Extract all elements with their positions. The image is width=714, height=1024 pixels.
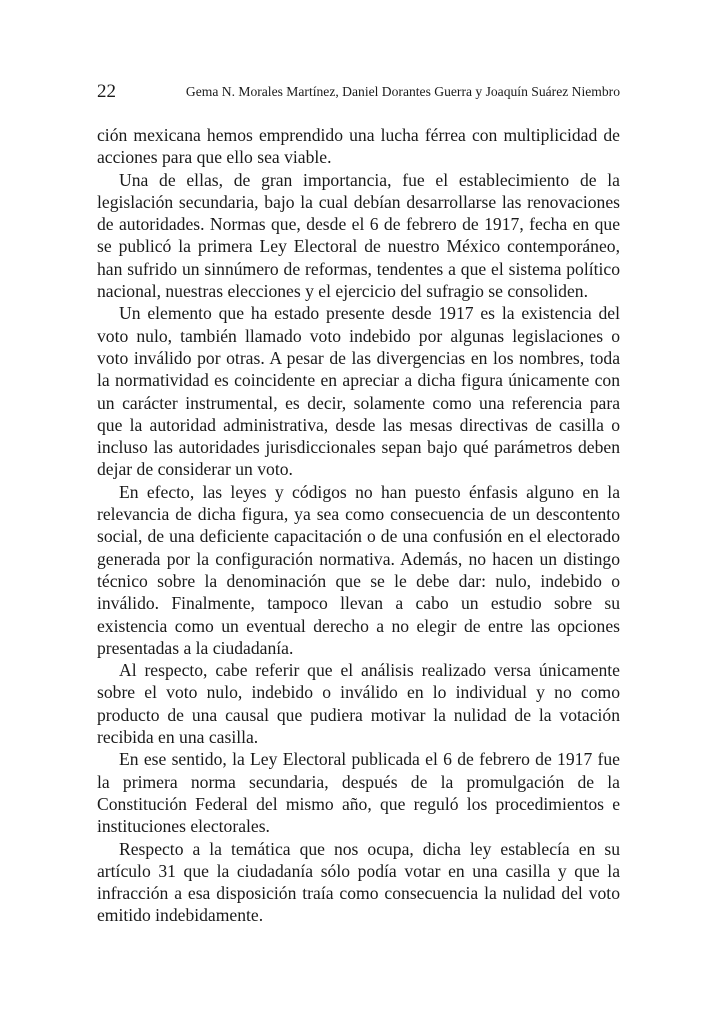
paragraph-3: Un elemento que ha estado presente desde 1917 es la existencia del voto nulo, también llamado voto indebido por algunas legislaciones o voto inválido por otras. A pesar de las divergencias en los nombres, toda la normatividad es coincidente en apreciar a dicha figura únicamente con un carácter instrumental, es decir, solamente como una referencia para que la autoridad administrativa, desde las mesas directivas de casilla o incluso las autoridades jurisdiccionales sepan bajo qué parámetros deben dejar de considerar un voto.	[97, 303, 620, 480]
body-text	[97, 124, 620, 927]
paragraph-2: Una de ellas, de gran importancia, fue el establecimiento de la legislación secundaria, bajo la cual debían desarrollarse las renovaciones de autoridades. Normas que, desde el 6 de febrero de 1917, fecha en que se publicó la primera Ley Electoral de nuestro México contemporáneo, han sufrido un sinnúmero de reformas, tendentes a que el sistema político nacional, nuestras elecciones y el ejercicio del sufragio se consoliden.	[97, 169, 620, 302]
running-head-authors: Gema N. Morales Martínez, Daniel Dorantes Guerra y Joaquín Suárez Niembro	[185, 84, 620, 99]
paragraph-1: ción mexicana hemos emprendido una lucha férrea con multiplicidad de acciones para que ello sea viable.	[97, 125, 620, 168]
paragraph-4: En efecto, las leyes y códigos no han puesto énfasis alguno en la relevancia de dicha figura, ya sea como consecuencia de un descontento social, de una deficiente capacitación o de una confusión en el electorado generada por la configuración normativa. Además, no hacen un distingo técnico sobre la denominación que se le debe dar: nulo, indebido o inválido. Finalmente, tampoco llevan a cabo un estudio sobre su existencia como un eventual derecho a no elegir de entre las opciones presentadas a la ciudadanía.	[97, 481, 620, 658]
paragraph-6: En ese sentido, la Ley Electoral publicada el 6 de febrero de 1917 fue la primera norma secundaria, después de la promulgación de la Constitución Federal del mismo año, que reguló los procedimientos e instituciones electorales.	[97, 749, 620, 837]
paragraph-5: Al respecto, cabe referir que el análisis realizado versa únicamente sobre el voto nulo, indebido o inválido en lo individual y no como producto de una causal que pudiera motivar la nulidad de la votación recibida en una casilla.	[97, 660, 620, 748]
page-number: 22	[97, 81, 116, 102]
page-header	[97, 80, 620, 104]
paragraph-7: Respecto a la temática que nos ocupa, dicha ley establecía en su artículo 31 que la ciudadanía sólo podía votar en una casilla y que la infracción a esa disposición traía como consecuencia la nulidad del voto emitido indebidamente.	[97, 838, 620, 926]
